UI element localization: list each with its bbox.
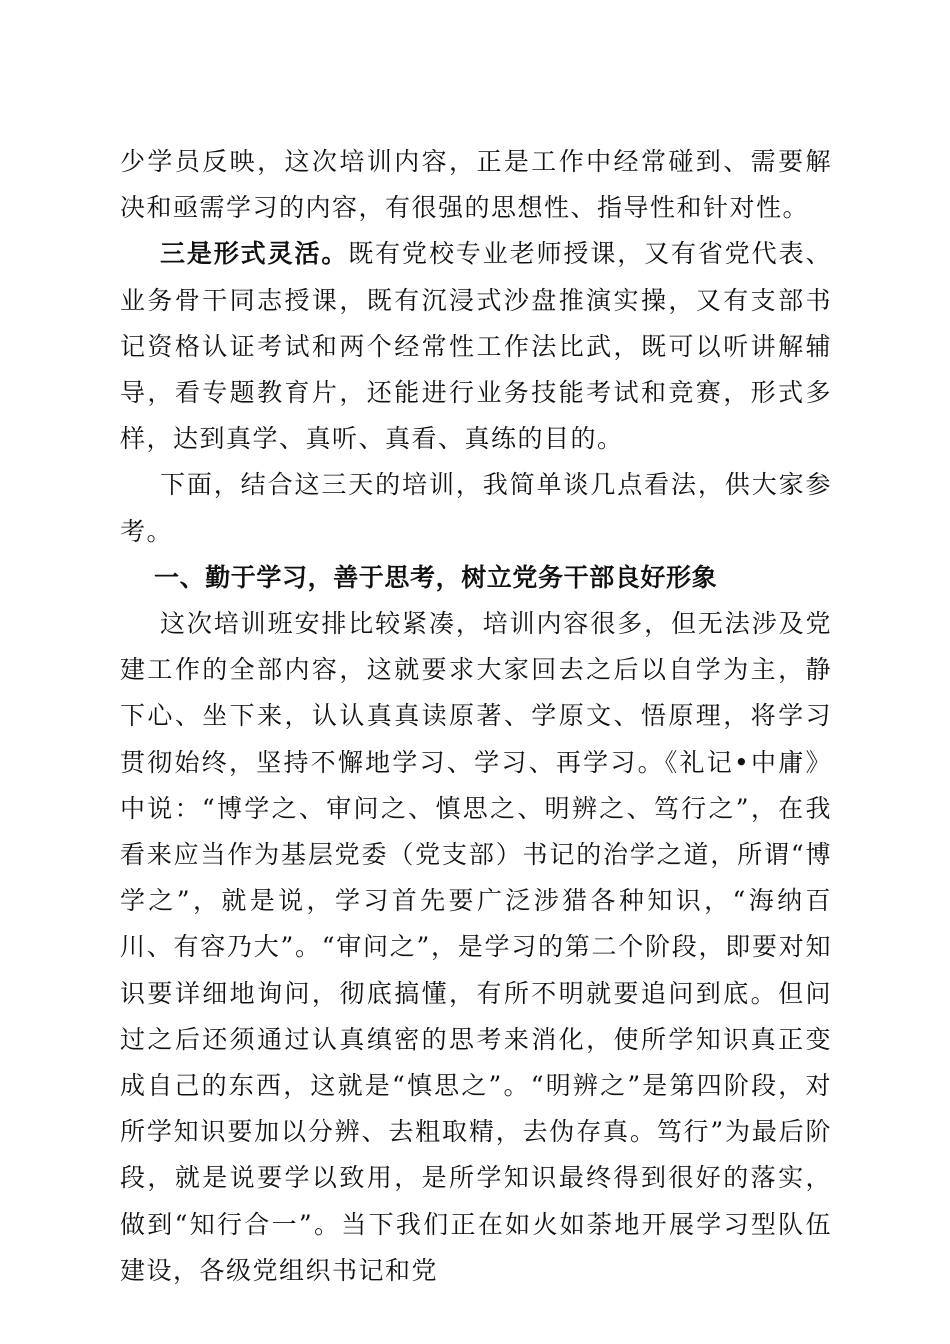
section-heading-text: 一、勤于学习，善于思考，树立党务干部良好形象: [154, 562, 718, 592]
paragraph-text: 下面，结合这三天的培训，我简单谈几点看法，供大家参考。: [120, 470, 832, 546]
paragraph-continuation: [120, 139, 832, 231]
paragraph-form-flexible: [120, 231, 832, 462]
paragraph-text: 这次培训班安排比较紧凑，培训内容很多，但无法涉及党建工作的全部内容，这就要求大家回去之后以自学为主，静下心、坐下来，认认真真读原著、学原文、悟原理，将学习贯彻始终，坚持不懈地学习、学习、再学习。《礼记•中庸》中说：“博学之、审问之、慎思之、明辨之、笃行之”，在我看来应当作为基层党委（党支部）书记的治学之道，所谓“博学之”，就是说，学习首先要广泛涉猎各种知识，“海纳百川、有容乃大”。“审问之”，是学习的第二个阶段，即要对知识要详细地询问，彻底搞懂，有所不明就要追问到底。但问过之后还须通过认真缜密的思考来消化，使所学知识真正变成自己的东西，这就是“慎思之”。“明辨之”是第四阶段，对所学知识要加以分辨、去粗取精，去伪存真。笃行”为最后阶段，就是说要学以致用，是所学知识最终得到很好的落实，做到“知行合一”。当下我们正在如火如荼地开展学习型队伍建设，各级党组织书记和党: [120, 609, 832, 1285]
section-heading: [120, 555, 832, 601]
paragraph-study: [120, 601, 832, 1294]
paragraph-text: 既有党校专业老师授课，又有省党代表、业务骨干同志授课，既有沉浸式沙盘推演实操，又有支部书记资格认证考试和两个经常性工作法比武，既可以听讲解辅导，看专题教育片，还能进行业务技能考试和竞赛，形式多样，达到真学、真听、真看、真练的目的。: [120, 239, 832, 454]
paragraph-lead: 三是形式灵活。: [160, 239, 349, 269]
paragraph-intro: [120, 462, 832, 554]
paragraph-text: 少学员反映，这次培训内容，正是工作中经常碰到、需要解决和亟需学习的内容，有很强的思想性、指导性和针对性。: [120, 147, 832, 223]
document-page: [120, 139, 832, 1294]
